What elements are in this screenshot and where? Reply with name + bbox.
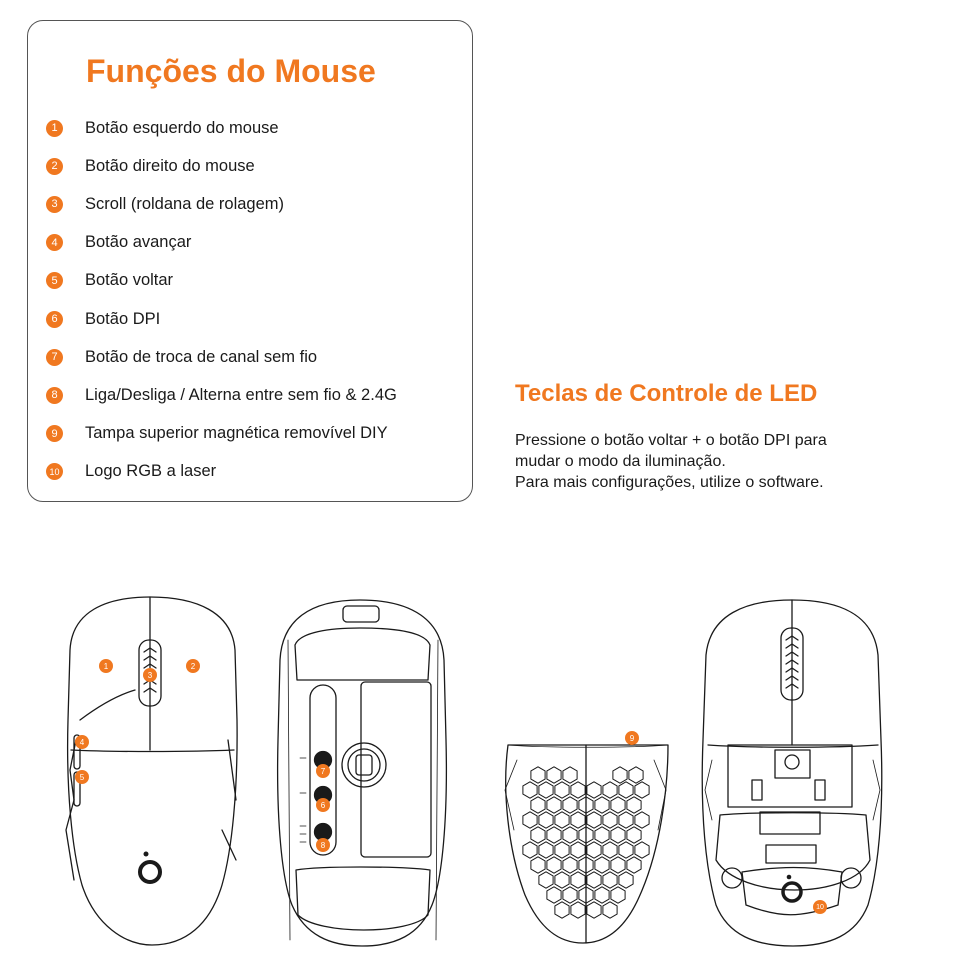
callout-5: 5: [75, 770, 89, 784]
function-label: Botão direito do mouse: [85, 156, 255, 175]
top-shell-illustration: [505, 745, 668, 943]
hex-vent: [619, 872, 633, 888]
hex-vent: [603, 812, 617, 828]
hex-vent: [627, 827, 641, 843]
led-title: Teclas de Controle de LED: [515, 380, 818, 407]
hex-vent: [547, 797, 561, 813]
number-badge: 3: [46, 196, 63, 213]
mouse-open-illustration: [702, 600, 882, 946]
number-badge: 2: [46, 158, 63, 175]
number-badge: 4: [46, 234, 63, 251]
callout-10: 10: [813, 900, 827, 914]
hex-vent: [539, 842, 553, 858]
hex-vent: [627, 797, 641, 813]
callout-9: 9: [625, 731, 639, 745]
hex-vent: [523, 782, 537, 798]
hex-vent: [611, 887, 625, 903]
function-label: Botão avançar: [85, 233, 192, 252]
hex-vent: [587, 782, 601, 798]
callout-2: 2: [186, 659, 200, 673]
hex-vent: [619, 842, 633, 858]
function-label: Tampa superior magnética removível DIY: [85, 424, 388, 443]
hex-vent: [635, 782, 649, 798]
hex-vent: [571, 812, 585, 828]
hex-vent: [563, 827, 577, 843]
number-badge: 6: [46, 311, 63, 328]
hex-vent: [531, 797, 545, 813]
callout-4: 4: [75, 735, 89, 749]
number-badge: 9: [46, 425, 63, 442]
hex-vent: [587, 872, 601, 888]
hex-vent: [555, 812, 569, 828]
led-line: Para mais configurações, utilize o software.: [515, 474, 824, 491]
hex-vent: [539, 872, 553, 888]
mouse-top-view-illustration: [66, 597, 237, 945]
hex-vent: [619, 782, 633, 798]
hex-vent: [603, 842, 617, 858]
hex-vent: [547, 767, 561, 783]
hex-vent: [595, 887, 609, 903]
hex-vent: [595, 857, 609, 873]
number-badge: 7: [46, 349, 63, 366]
hex-vent: [603, 902, 617, 918]
callout-6: 6: [316, 798, 330, 812]
number-badge: 10: [46, 463, 63, 480]
led-line: mudar o modo da iluminação.: [515, 453, 726, 470]
hex-vent: [539, 812, 553, 828]
hex-vent: [627, 857, 641, 873]
hex-vent: [611, 857, 625, 873]
hex-vent: [531, 857, 545, 873]
hex-vent: [523, 812, 537, 828]
hex-vent: [547, 827, 561, 843]
hex-vent: [571, 842, 585, 858]
led-line: Pressione o botão voltar + o botão DPI para: [515, 432, 827, 449]
hex-vent: [613, 767, 627, 783]
hex-vent: [531, 827, 545, 843]
hex-vent: [563, 857, 577, 873]
hex-vent: [555, 902, 569, 918]
function-label: Botão voltar: [85, 271, 174, 290]
hex-vent: [563, 767, 577, 783]
mouse-bottom-view-illustration: [278, 600, 447, 946]
hex-vent: [611, 827, 625, 843]
hex-vent: [619, 812, 633, 828]
function-label: Liga/Desliga / Alterna entre sem fio & 2.4G: [85, 385, 397, 404]
hex-vent: [555, 782, 569, 798]
hex-vent: [547, 857, 561, 873]
hex-vent: [571, 782, 585, 798]
hex-vent: [555, 842, 569, 858]
hex-vent: [563, 887, 577, 903]
hex-vent: [563, 797, 577, 813]
panel-title: Funções do Mouse: [86, 53, 376, 89]
hex-vent: [611, 797, 625, 813]
function-label: Scroll (roldana de rolagem): [85, 194, 285, 213]
hex-vent: [531, 767, 545, 783]
hex-vent: [555, 872, 569, 888]
hex-vent: [587, 812, 601, 828]
hex-vent: [587, 842, 601, 858]
number-badge: 5: [46, 272, 63, 289]
hex-vent: [635, 812, 649, 828]
hex-vent: [603, 872, 617, 888]
function-label: Botão esquerdo do mouse: [85, 118, 279, 137]
hex-vent: [587, 902, 601, 918]
hex-vent: [595, 827, 609, 843]
callout-3: 3: [143, 668, 157, 682]
number-badge: 8: [46, 387, 63, 404]
callout-7: 7: [316, 764, 330, 778]
hex-vent: [629, 767, 643, 783]
hex-vent: [603, 782, 617, 798]
hex-vent: [635, 842, 649, 858]
function-label: Botão DPI: [85, 309, 161, 328]
function-label: Botão de troca de canal sem fio: [85, 347, 318, 366]
hex-vent: [539, 782, 553, 798]
hex-vent: [595, 797, 609, 813]
hex-vent: [571, 872, 585, 888]
hex-vent: [523, 842, 537, 858]
function-label: Logo RGB a laser: [85, 462, 217, 481]
hex-vent: [571, 902, 585, 918]
number-badge: 1: [46, 120, 63, 137]
callout-8: 8: [316, 838, 330, 852]
callout-1: 1: [99, 659, 113, 673]
hex-vent: [547, 887, 561, 903]
